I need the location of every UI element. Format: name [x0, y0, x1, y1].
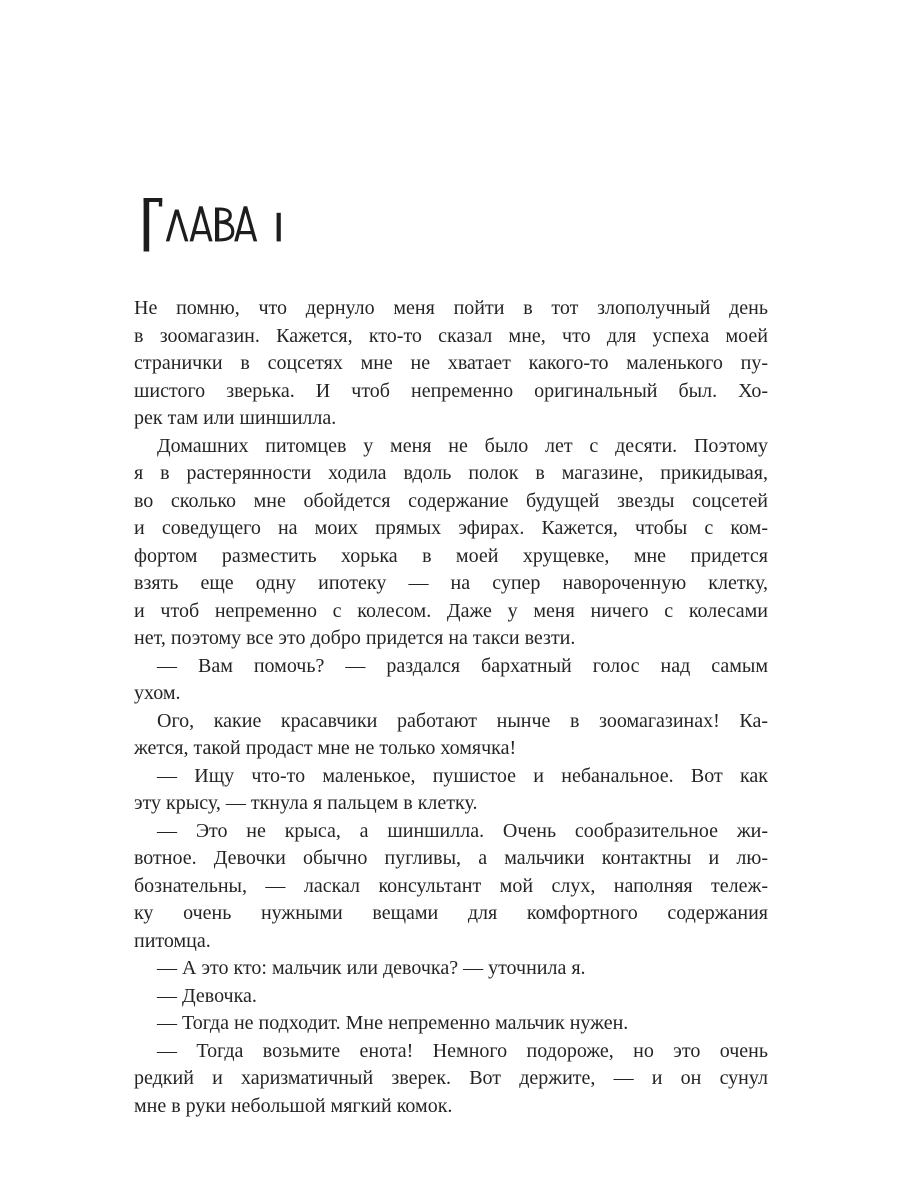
text-line: шистого зверька. И чтоб непременно оригинальный был. Хо- — [134, 379, 768, 402]
text-line: бознательны, — ласкал консультант мой слух, наполняя тележ- — [134, 874, 768, 897]
paragraph — [134, 1010, 768, 1038]
text-line: питомца. — [134, 929, 211, 952]
paragraph — [134, 653, 768, 708]
text-line: и соведущего на моих прямых эфирах. Кажется, чтобы с ком- — [134, 517, 768, 539]
text-line: — А это кто: мальчик или девочка? — уточнила я. — [157, 957, 586, 979]
text-block — [134, 295, 768, 1120]
paragraph — [134, 955, 768, 983]
text-line: Ого, какие красавчики работают нынче в зоомагазинах! Ка- — [157, 709, 768, 732]
text-line: Не помню, что дернуло меня пойти в тот злополучный день — [134, 297, 768, 319]
paragraph — [134, 763, 768, 818]
text-line: ку очень нужными вещами для комфортного содержания — [134, 902, 768, 924]
text-line: рек там или шиншилла. — [134, 407, 337, 429]
text-line: мне в руки небольшой мягкий комок. — [134, 1094, 453, 1117]
text-line: странички в соцсетях мне не хватает какого-то маленького пу- — [134, 352, 768, 374]
text-line: — Вам помочь? — раздался бархатный голос над самым — [157, 654, 768, 677]
text-line: — Тогда не подходит. Мне непременно мальчик нужен. — [157, 1012, 629, 1034]
text-line: ухом. — [134, 682, 181, 704]
text-line: — Тогда возьмите енота! Немного подороже, но это очень — [157, 1039, 768, 1062]
paragraph — [134, 708, 768, 763]
text-line: эту крысу, — ткнула я пальцем в клетку. — [134, 792, 478, 814]
paragraph — [134, 295, 768, 433]
text-line: жется, такой продаст мне не только хомячка! — [134, 737, 517, 759]
text-line: взять еще одну ипотеку — на супер навороченную клетку, — [134, 572, 768, 594]
text-line: вотное. Девочки обычно пугливы, а мальчики контактны и лю- — [134, 847, 768, 869]
paragraph — [134, 983, 768, 1011]
text-line: — Ищу что-то маленькое, пушистое и небанальное. Вот как — [157, 764, 768, 787]
paragraph — [134, 433, 768, 653]
paragraph — [134, 1038, 768, 1121]
chapter-title — [135, 188, 295, 263]
text-line: — Это не крыса, а шиншилла. Очень сообразительное жи- — [157, 819, 768, 842]
text-line: во сколько мне обойдется содержание будущей звезды соцсетей — [134, 489, 768, 512]
chapter-title-lettering — [144, 198, 281, 252]
text-line: редкий и харизматичный зверек. Вот держите, — и он сунул — [134, 1067, 768, 1089]
text-line: — Девочка. — [157, 984, 257, 1007]
text-line: и чтоб непременно с колесом. Даже у меня ничего с колесами — [134, 599, 768, 622]
text-line: в зоомагазин. Кажется, кто-то сказал мне, что для успеха моей — [134, 324, 768, 347]
text-line: фортом разместить хорька в моей хрущевке, мне придется — [134, 544, 768, 567]
text-line: Домашних питомцев у меня не было лет с десяти. Поэтому — [157, 434, 768, 457]
text-line: нет, поэтому все это добро придется на такси везти. — [134, 627, 576, 649]
paragraph — [134, 818, 768, 956]
text-line: я в растерянности ходила вдоль полок в магазине, прикидывая, — [134, 462, 768, 484]
